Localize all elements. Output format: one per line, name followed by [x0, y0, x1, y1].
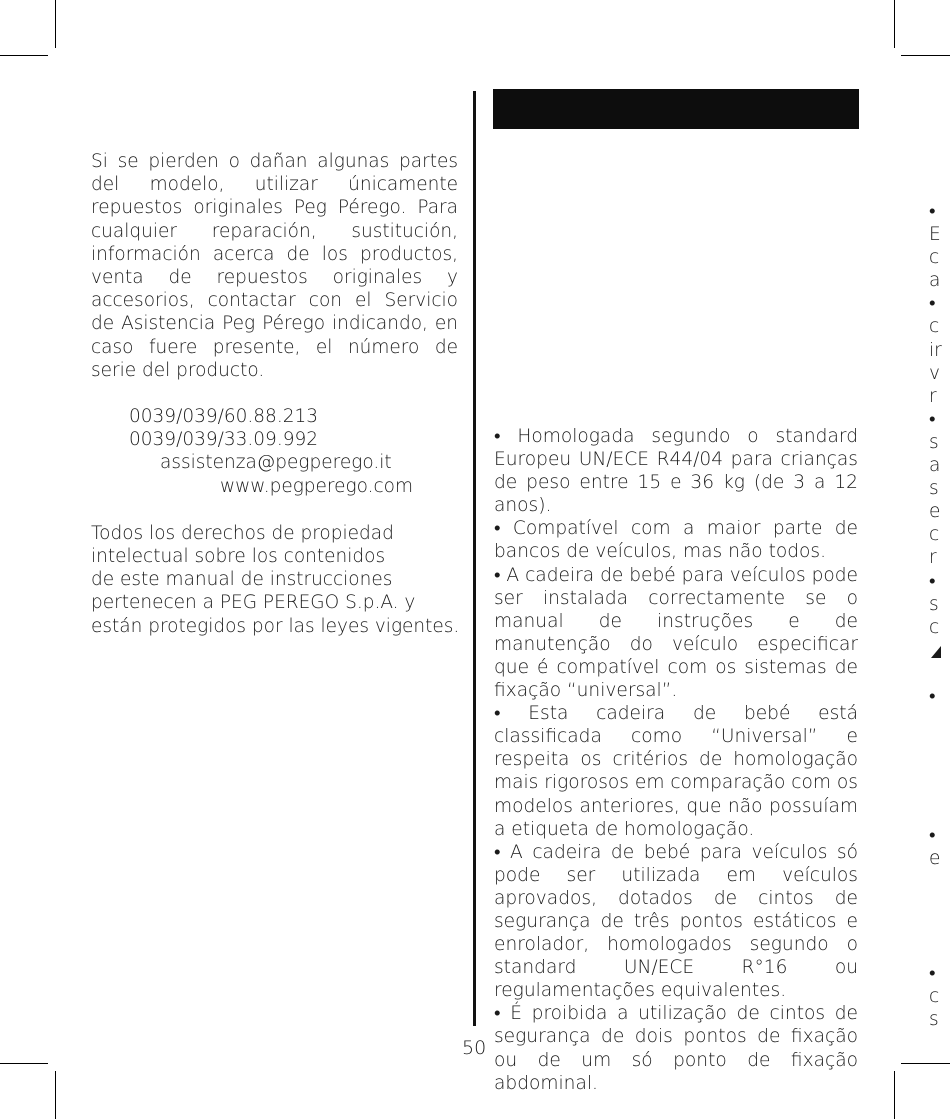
rights-line: pertenecen a PEG PEREGO S.p.A. y	[91, 592, 416, 614]
service-paragraph: Si se pierden o dañan algunas partes del modelo, utilizar únicamente repuestos originales Peg Pérego. Para cualquier reparación, sustitución, información acerca de los productos, venta de repuestos originales y accesorios, contactar con el Servicio de Asistencia Peg Pérego indicando, en caso fuere presente, el número de serie del producto.	[91, 151, 458, 381]
edge-fragment: r	[929, 547, 937, 569]
contact-block	[91, 405, 458, 498]
edge-fragment	[929, 662, 950, 685]
edge-fragment: s	[929, 1009, 939, 1031]
edge-fragment	[929, 893, 950, 916]
bullet-item: • Homologada segundo o standard Europeu UN/ECE R44/04 para crianças de peso entre 15 e 36 kg (de 3 a 12 anos).	[494, 426, 858, 517]
edge-fragment: s	[929, 593, 939, 615]
edge-fragment	[929, 870, 950, 893]
phone-number: 0039/039/60.88.213	[129, 406, 319, 428]
rights-notice	[91, 522, 458, 638]
bullet-item: • A cadeira de bebé para veículos pode ser instalada correctamente se o manual de instruções e de manutenção do veículo especificar que é compatível com os sistemas de fixação “universal”.	[494, 564, 858, 702]
crop-mark	[894, 0, 895, 48]
edge-fragment: e	[929, 847, 941, 869]
bullet-item: • A cadeira de bebé para veículos só pode ser utilizada em veículos aprovados, dotados de cintos de segurança de três pontos estáticos e enrolador, homologados segundo o standard UN/ECE R°16 ou regulamentações equivalentes.	[494, 841, 858, 1002]
column-divider	[473, 91, 476, 1026]
rights-line: Todos los derechos de propiedad	[91, 522, 394, 544]
edge-fragment: c	[929, 616, 940, 638]
edge-fragment	[929, 754, 950, 777]
left-column	[91, 150, 458, 638]
edge-fragment: •	[929, 293, 936, 315]
edge-fragment: •	[929, 201, 936, 222]
crop-mark	[894, 1071, 895, 1119]
edge-fragment: e	[929, 501, 941, 523]
bullet-item: • É proibida a utilização de cintos de segurança de dois pontos de fixação ou de um só ponto de fixação abdominal.	[494, 1003, 858, 1094]
right-column	[494, 425, 858, 1095]
edge-fragment: a	[929, 270, 941, 292]
edge-fragment	[929, 777, 950, 800]
fax-number: 0039/039/33.09.992	[129, 429, 319, 451]
edge-fragment: •	[929, 570, 936, 592]
edge-fragment	[929, 708, 950, 731]
edge-fragment: r	[929, 385, 937, 407]
edge-fragment: E	[929, 224, 941, 246]
email-address: assistenza@pegperego.it	[160, 452, 392, 474]
rights-line: intelectual sobre los contenidos	[91, 546, 386, 568]
edge-fragment: •	[929, 963, 936, 985]
bullet-item: • Compatível com a maior parte de bancos de veículos, mas não todos.	[494, 518, 858, 563]
warning-triangle-icon	[931, 646, 941, 658]
crop-mark	[901, 1063, 950, 1064]
edge-fragment: a	[929, 455, 941, 477]
edge-fragment: c	[929, 524, 940, 546]
edge-fragment: •	[929, 408, 936, 430]
section-header-bar	[493, 89, 859, 129]
bullet-item: • Esta cadeira de bebé está classificada como “Universal” e respeita os critérios de homologação mais rigorosos em comparação com os modelos anteriores, que não possuíam a etiqueta de homologação.	[494, 703, 858, 840]
rights-line: de este manual de instrucciones	[91, 569, 393, 591]
website-url: www.pegperego.com	[220, 475, 413, 497]
edge-fragment	[929, 731, 950, 754]
edge-fragment: c	[929, 986, 940, 1008]
facing-page-edge	[929, 200, 950, 1031]
edge-fragment: ir	[929, 339, 942, 361]
edge-fragment	[929, 916, 950, 939]
edge-fragment: c	[929, 247, 940, 269]
edge-fragment: s	[929, 431, 939, 453]
crop-mark	[55, 1071, 56, 1119]
edge-fragment: s	[929, 478, 939, 500]
crop-mark	[55, 0, 56, 48]
edge-fragment	[929, 939, 950, 962]
rights-line: están protegidos por las leyes vigentes.	[91, 615, 460, 637]
edge-fragment: v	[929, 362, 941, 384]
crop-mark	[901, 55, 950, 56]
edge-fragment	[929, 800, 950, 823]
edge-fragment: •	[929, 824, 936, 846]
edge-fragment: •	[929, 685, 936, 707]
crop-mark	[0, 55, 48, 56]
page-number: 50	[462, 1037, 487, 1059]
edge-fragment: c	[929, 316, 940, 338]
crop-mark	[0, 1063, 48, 1064]
